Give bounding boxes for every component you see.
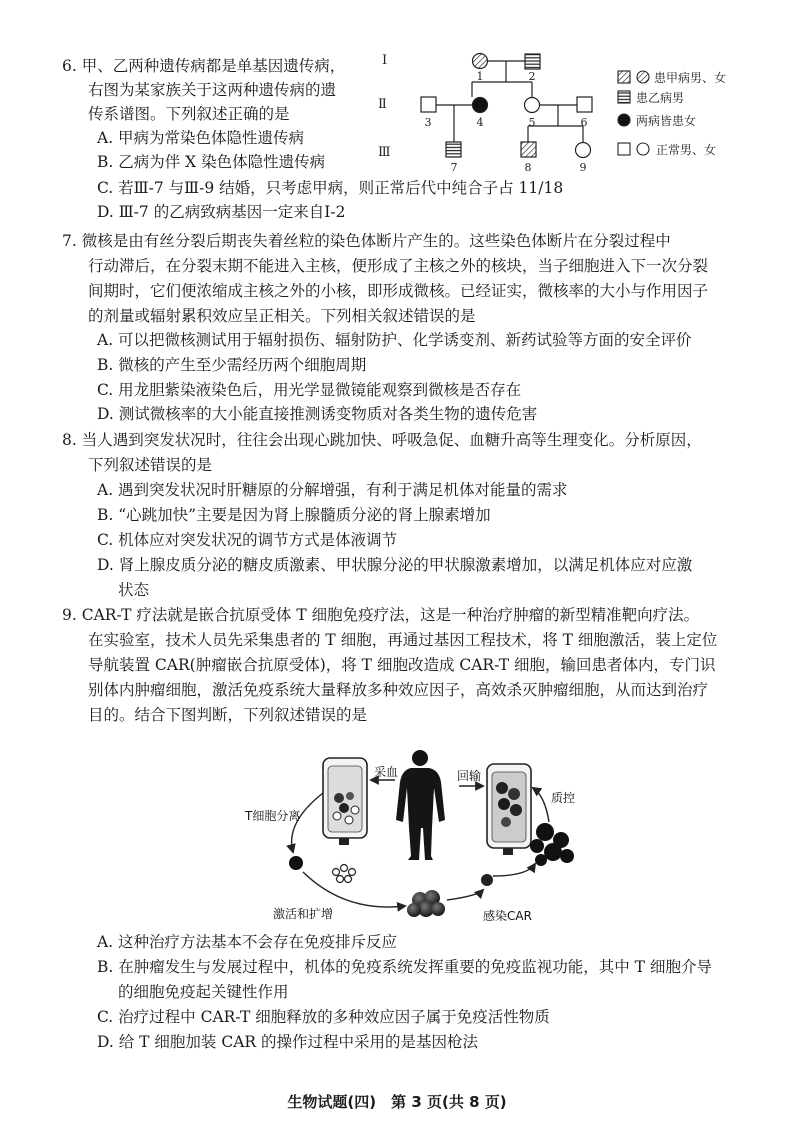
expanded-cells-icon	[407, 890, 445, 917]
q6-option-c: C. 若Ⅲ-7 与Ⅲ-9 结婚，只考虑甲病，则正常后代中纯合子占 11/18	[97, 179, 564, 197]
q9-option-a: A. 这种治疗方法基本不会存在免疫排斥反应	[97, 933, 398, 951]
q7-option-d: D. 测试微核率的大小能直接推测诱变物质对各类生物的遗传危害	[97, 405, 538, 423]
pedigree-ii6-square	[577, 97, 592, 112]
q9-option-c: C. 治疗过程中 CAR-T 细胞释放的多种效应因子属于免疫活性物质	[97, 1008, 550, 1026]
pedigree-iii8-square	[521, 142, 536, 157]
q7-stem-line3: 间期时，它们便浓缩成主核之外的小核，即形成微核。已经证实，微核率的大小与作用因子	[88, 282, 709, 300]
id-4: 4	[476, 116, 484, 129]
id-8: 8	[524, 161, 532, 174]
id-5: 5	[528, 116, 536, 129]
id-9: 9	[579, 161, 587, 174]
legend-disease-a: 患甲病男、女	[654, 71, 727, 85]
q9-option-b: B. 在肿瘤发生与发展过程中，机体的免疫系统发挥重要的免疫监视功能，其中 T 细胞介导	[97, 958, 712, 976]
blood-bag-left-icon	[323, 758, 367, 845]
id-1: 1	[476, 70, 484, 83]
gen-label-1: I	[382, 53, 388, 68]
pedigree-ii3-square	[421, 97, 436, 112]
id-3: 3	[424, 116, 432, 129]
t-cell-icon	[289, 856, 303, 870]
q7-stem-line4: 的剂量或辐射累积效应呈正相关。下列相关叙述错误的是	[88, 307, 476, 325]
legend-both: 两病皆患女	[636, 114, 697, 128]
q7-option-a: A. 可以把微核测试用于辐射损伤、辐射防护、化学诱变剂、新药试验等方面的安全评价	[97, 331, 692, 349]
q9-option-d: D. 给 T 细胞加装 CAR 的操作过程中采用的是基因枪法	[97, 1033, 479, 1051]
pedigree-i2-square	[525, 54, 540, 69]
car-t-cell-cluster-icon	[530, 823, 574, 866]
id-7: 7	[450, 161, 458, 174]
q6-stem-line2: 右图为某家族关于这两种遗传病的遗	[88, 81, 337, 99]
pedigree-ii5-circle	[525, 98, 540, 113]
q8-option-c: C. 机体应对突发状况的调节方式是体液调节	[97, 531, 398, 549]
q6-option-b: B. 乙病为伴 X 染色体隐性遗传病	[97, 153, 326, 171]
pedigree-ii4-circle	[473, 98, 488, 113]
pedigree-chart	[372, 44, 762, 179]
q7-option-b: B. 微核的产生至少需经历两个细胞周期	[97, 356, 367, 374]
q9-option-b-cont: 的细胞免疫起关键性作用	[118, 983, 289, 1001]
q7-stem-line1: 7. 微核是由有丝分裂后期丧失着丝粒的染色体断片产生的。这些染色体断片在分裂过程中	[62, 232, 671, 250]
q6-stem-line3: 传系谱图。下列叙述正确的是	[88, 105, 290, 123]
q8-option-b: B. “心跳加快”主要是因为肾上腺髓质分泌的肾上腺素增加	[97, 506, 491, 524]
id-6: 6	[580, 116, 588, 129]
human-figure-icon	[396, 750, 445, 860]
car-t-diagram	[215, 748, 585, 928]
label-qc: 质控	[551, 791, 576, 805]
q6-stem-line1: 6. 甲、乙两种遗传病都是单基因遗传病，	[62, 57, 346, 75]
q8-option-a: A. 遇到突发状况时肝糖原的分解增强，有利于满足机体对能量的需求	[97, 481, 568, 499]
q9-stem-line4: 别体内肿瘤细胞，激活免疫系统大量释放多种效应因子，高效杀灭肿瘤细胞，从而达到治疗	[88, 681, 709, 699]
id-2: 2	[528, 70, 536, 83]
label-collect: 采血	[374, 765, 399, 779]
gen-label-3: Ⅲ	[378, 145, 391, 160]
q6-option-d: D. Ⅲ-7 的乙病致病基因一定来自Ⅰ-2	[97, 203, 346, 221]
pedigree-iii9-circle	[576, 143, 591, 158]
q9-stem-line3: 导航装置 CAR(肿瘤嵌合抗原受体)，将 T 细胞改造成 CAR-T 细胞，输回患者体内，专门识	[88, 656, 716, 674]
gen-label-2: Ⅱ	[378, 97, 387, 112]
pedigree-iii7-square	[446, 142, 461, 157]
q8-option-d: D. 肾上腺皮质分泌的糖皮质激素、甲状腺分泌的甲状腺激素增加，以满足机体应对应激	[97, 556, 693, 574]
legend-disease-b: 患乙病男	[636, 91, 685, 105]
label-return: 回输	[457, 769, 482, 783]
label-activate: 激活和扩增	[273, 907, 334, 921]
q9-stem-line5: 目的。结合下图判断，下列叙述错误的是	[88, 706, 368, 724]
q8-stem-line2: 下列叙述错误的是	[88, 456, 213, 474]
car-t-cell-icon	[481, 874, 493, 886]
legend-normal: 正常男、女	[656, 143, 717, 157]
page-footer: 生物试题(四) 第 3 页(共 8 页)	[287, 1093, 507, 1111]
blood-bag-right-icon	[487, 764, 531, 855]
q9-stem-line1: 9. CAR-T 疗法就是嵌合抗原受体 T 细胞免疫疗法，这是一种治疗肿瘤的新型精准靶向疗法。	[62, 606, 700, 624]
q9-stem-line2: 在实验室，技术人员先采集患者的 T 细胞，再通过基因工程技术，将 T 细胞激活，装上定位	[88, 631, 718, 649]
label-separate: T细胞分离	[245, 809, 301, 823]
activated-cells-icon	[333, 865, 356, 883]
pedigree-i1-circle	[473, 54, 488, 69]
q6-option-a: A. 甲病为常染色体隐性遗传病	[97, 129, 305, 147]
q8-option-d-cont: 状态	[118, 581, 150, 599]
label-infect: 感染CAR	[483, 909, 532, 923]
q7-option-c: C. 用龙胆紫染液染色后，用光学显微镜能观察到微核是否存在	[97, 381, 522, 399]
q8-stem-line1: 8. 当人遇到突发状况时，往往会出现心跳加快、呼吸急促、血糖升高等生理变化。分析原因，	[62, 431, 702, 449]
q7-stem-line2: 行动滞后，在分裂末期不能进入主核，便形成了主核之外的核块，当子细胞进入下一次分裂	[88, 257, 709, 275]
